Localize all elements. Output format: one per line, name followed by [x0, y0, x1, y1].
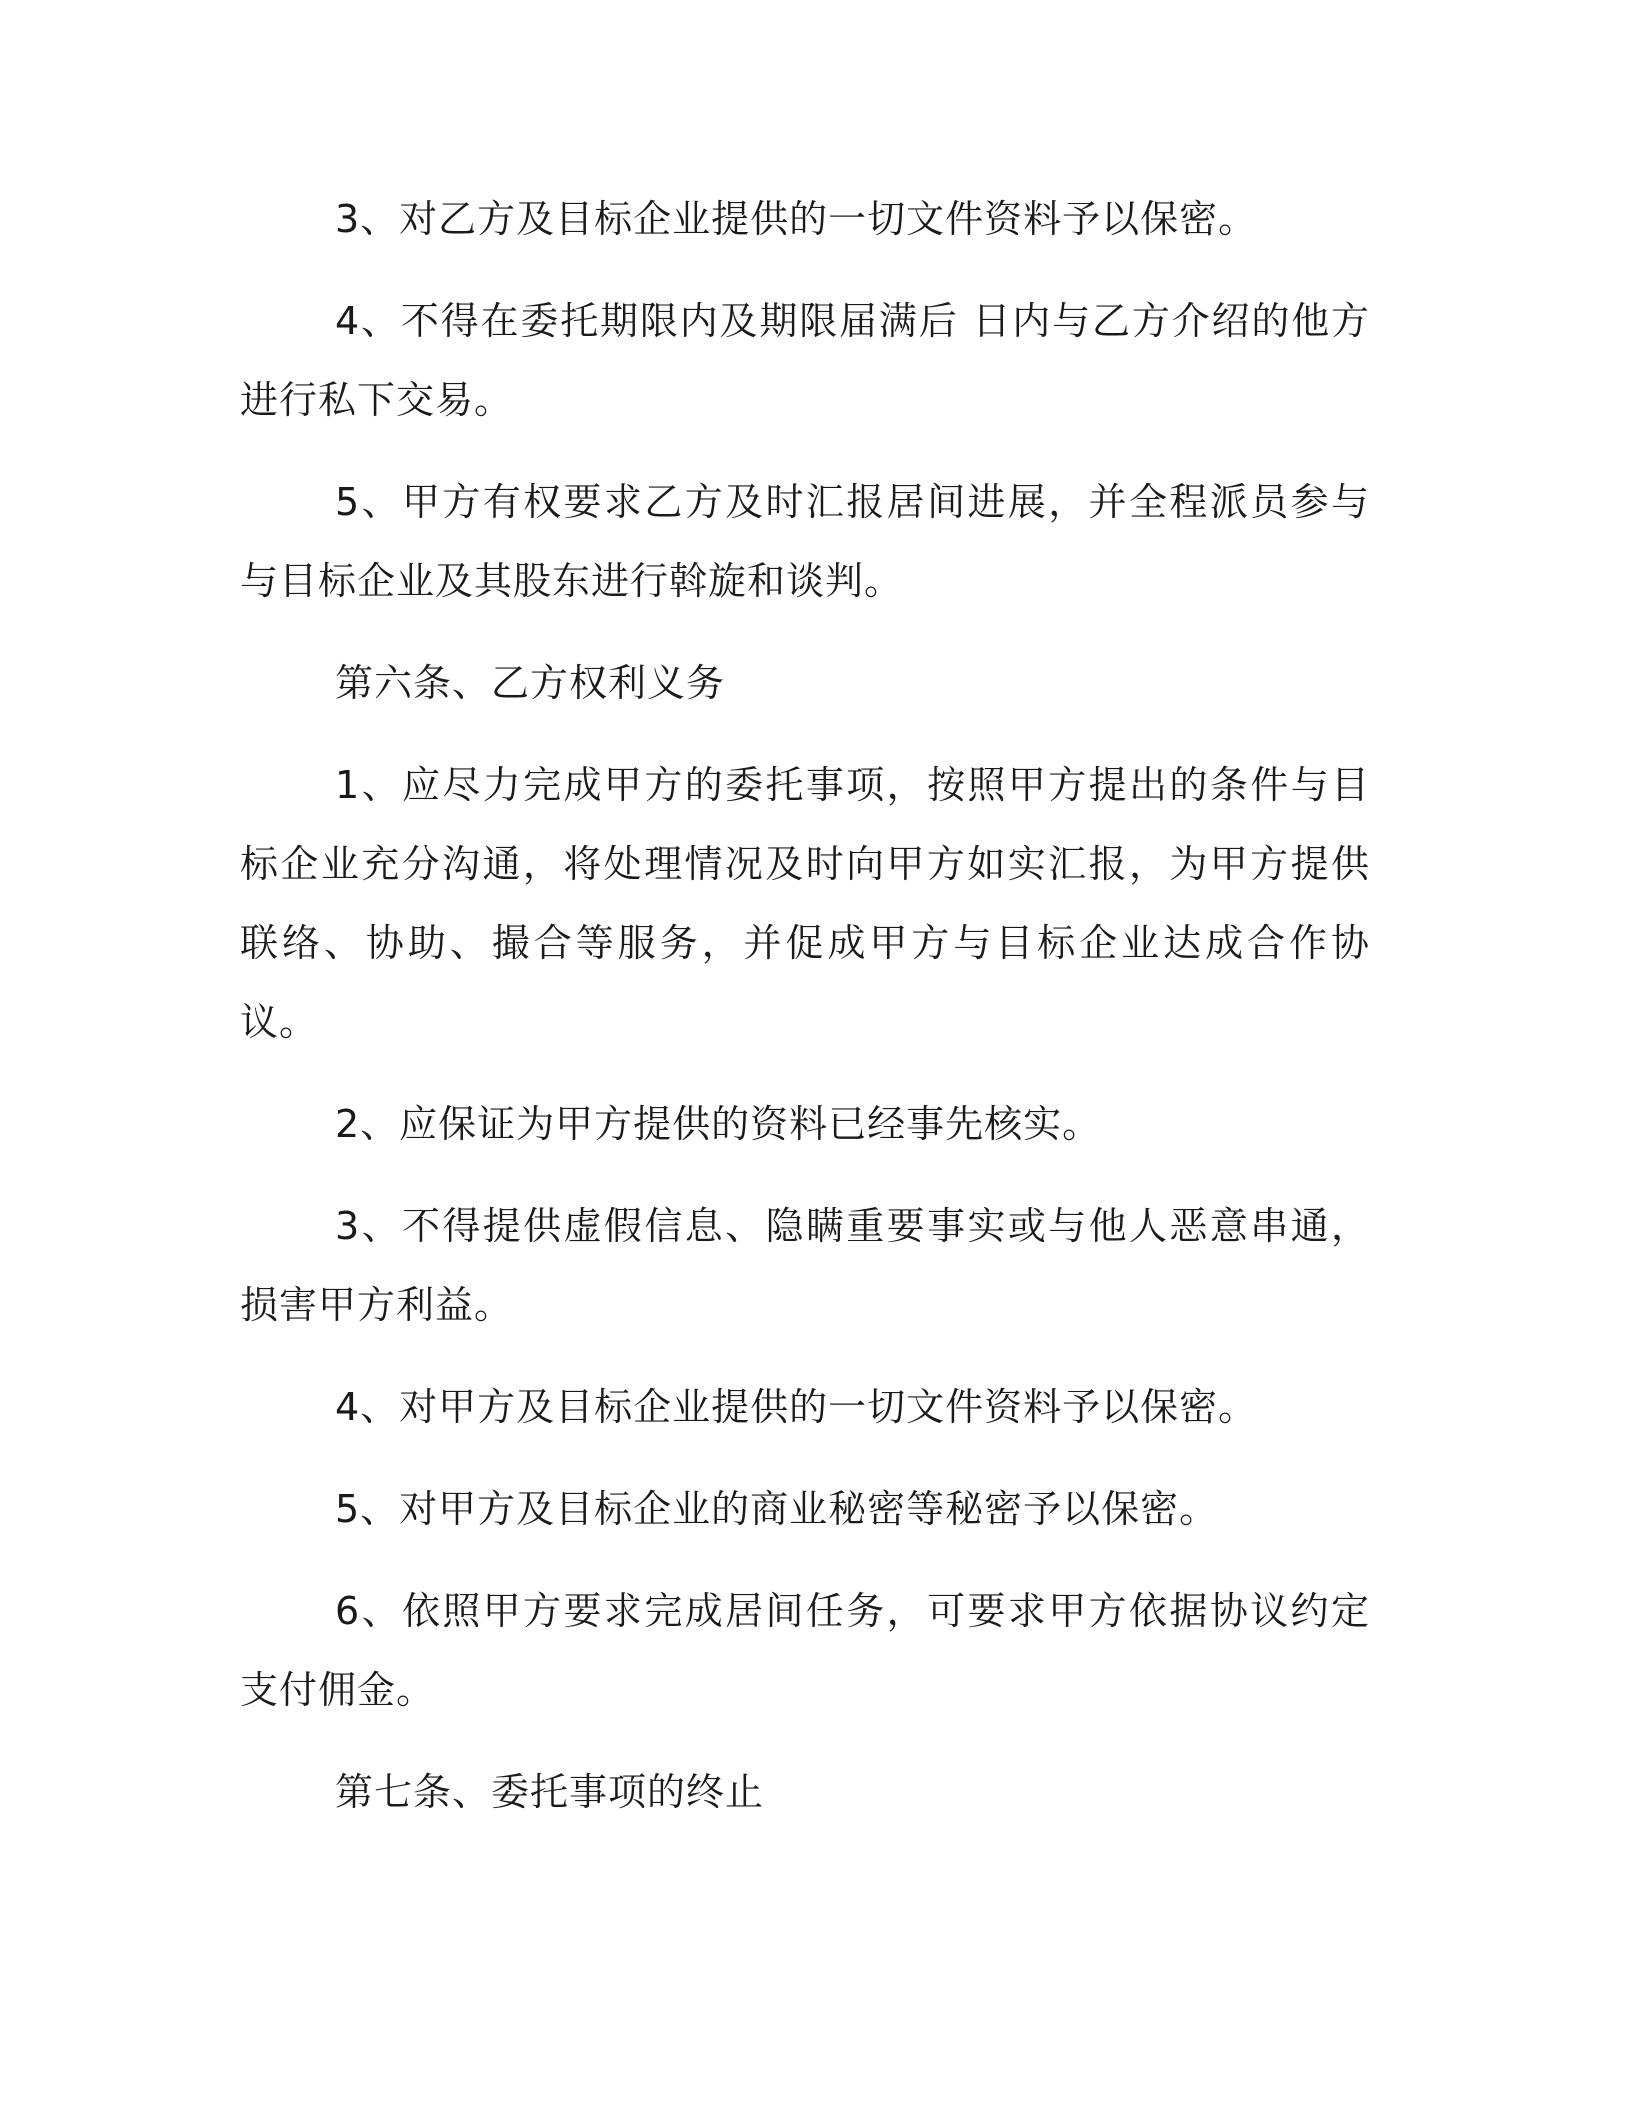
paragraph-party-b-duty-1: 1、应尽力完成甲方的委托事项，按照甲方提出的条件与目标企业充分沟通，将处理情况及时向甲方如实汇报，为甲方提供联络、协助、撮合等服务，并促成甲方与目标企业达成合作协议。 — [240, 763, 1370, 1044]
document-body — [240, 180, 1370, 1855]
article-6-heading: 第六条、乙方权利义务 — [335, 661, 726, 705]
paragraph-party-a-no-private-trade: 4、不得在委托期限内及期限届满后 日内与乙方介绍的他方进行私下交易。 — [240, 299, 1370, 422]
paragraph-party-a-progress-report: 5、甲方有权要求乙方及时汇报居间进展，并全程派员参与与目标企业及其股东进行斡旋和谈判。 — [240, 480, 1370, 603]
paragraph-party-a-confidentiality: 3、对乙方及目标企业提供的一切文件资料予以保密。 — [335, 197, 1258, 241]
paragraph-party-b-duty-3: 3、不得提供虚假信息、隐瞒重要事实或与他人恶意串通，损害甲方利益。 — [240, 1204, 1370, 1327]
paragraph-party-b-duty-2: 2、应保证为甲方提供的资料已经事先核实。 — [335, 1102, 1102, 1146]
paragraph-party-b-duty-6: 6、依照甲方要求完成居间任务，可要求甲方依据协议约定支付佣金。 — [240, 1589, 1370, 1712]
article-7-heading: 第七条、委托事项的终止 — [335, 1770, 765, 1814]
paragraph-party-b-duty-4: 4、对甲方及目标企业提供的一切文件资料予以保密。 — [335, 1385, 1258, 1429]
paragraph-party-b-duty-5: 5、对甲方及目标企业的商业秘密等秘密予以保密。 — [335, 1487, 1219, 1531]
